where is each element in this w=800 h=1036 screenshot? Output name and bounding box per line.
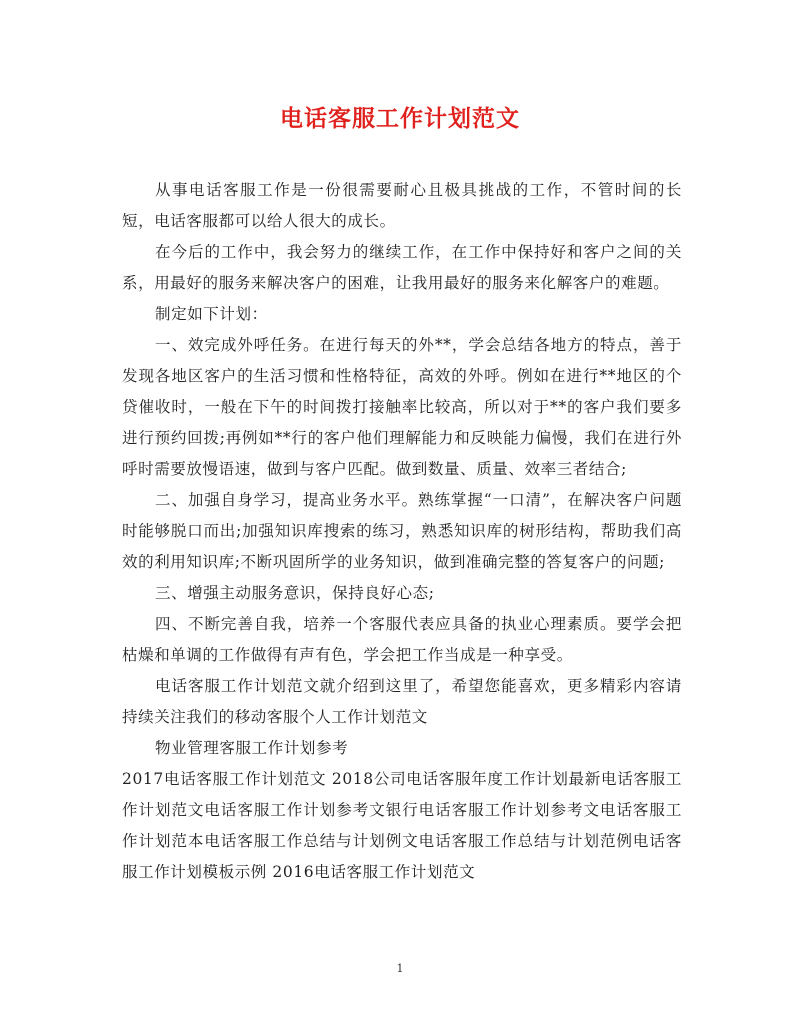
paragraph-intro: 从事电话客服工作是一份很需要耐心且极具挑战的工作，不管时间的长短，电话客服都可以给人很大的成长。 (122, 181, 682, 230)
related-links-text: 2017电话客服工作计划范文 2018公司电话客服年度工作计划最新电话客服工作计划范文电话客服工作计划参考文银行电话客服工作计划参考文电话客服工作计划范本电话客服工作总结与计划例文电话客服工作总结与计划范例电话客服工作计划模板示例 2016电话客服工作计划范文 (122, 770, 682, 881)
document-body (122, 175, 682, 888)
paragraph-related-heading: 物业管理客服工作计划参考 (155, 739, 349, 757)
paragraph-plan-item-1: 一、效完成外呼任务。在进行每天的外**，学会总结各地方的特点，善于发现各地区客户的生活习惯和性格特征，高效的外呼。例如在进行**地区的个贷催收时，一般在下午的时间拨打接触率比较高，所以对于**的客户我们要多进行预约回拨;再例如**行的客户他们理解能力和反映能力偏慢，我们在进行外呼时需要放慢语速，做到与客户匹配。做到数量、质量、效率三者结合; (122, 336, 682, 478)
paragraph-plan-item-4: 四、不断完善自我，培养一个客服代表应具备的执业心理素质。要学会把枯燥和单调的工作做得有声有色，学会把工作当成是一种享受。 (122, 615, 682, 664)
paragraph-plan-heading: 制定如下计划： (155, 305, 268, 323)
paragraph-commitment: 在今后的工作中，我会努力的继续工作，在工作中保持好和客户之间的关系，用最好的服务来解决客户的困难，让我用最好的服务来化解客户的难题。 (122, 243, 682, 292)
paragraph-closing: 电话客服工作计划范文就介绍到这里了，希望您能喜欢，更多精彩内容请持续关注我们的移动客服个人工作计划范文 (122, 677, 682, 726)
paragraph-plan-item-2: 二、加强自身学习，提高业务水平。熟练掌握“一口清”，在解决客户问题时能够脱口而出;加强知识库搜索的练习，熟悉知识库的树形结构，帮助我们高效的利用知识库;不断巩固所学的业务知识，做到准确完整的答复客户的问题; (122, 491, 682, 571)
page-number: 1 (396, 962, 404, 975)
paragraph-plan-item-3: 三、增强主动服务意识，保持良好心态; (155, 584, 435, 602)
document-title: 电话客服工作计划范文 (280, 105, 520, 132)
